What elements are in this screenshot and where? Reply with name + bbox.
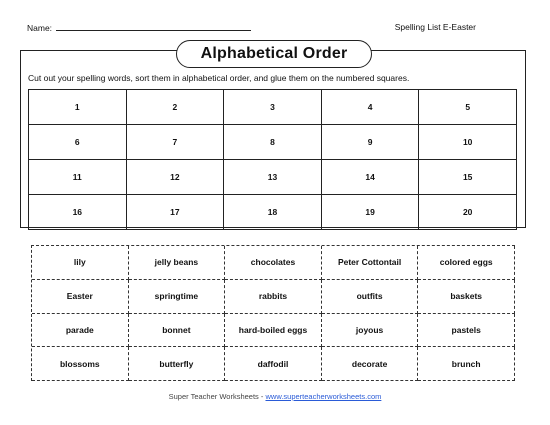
word-card[interactable]: bonnet xyxy=(129,314,226,348)
word-card[interactable]: brunch xyxy=(418,347,515,381)
word-card[interactable]: colored eggs xyxy=(418,246,515,280)
numbered-square[interactable]: 8 xyxy=(224,125,322,160)
name-label: Name: xyxy=(27,23,53,33)
word-card[interactable]: chocolates xyxy=(225,246,322,280)
numbered-squares-grid xyxy=(28,89,517,230)
numbered-square[interactable]: 5 xyxy=(419,90,517,125)
numbered-square[interactable]: 17 xyxy=(127,195,225,230)
footer xyxy=(0,392,550,401)
footer-text: Super Teacher Worksheets - xyxy=(168,392,266,401)
numbered-square[interactable]: 13 xyxy=(224,160,322,195)
numbered-square[interactable]: 19 xyxy=(322,195,420,230)
word-card[interactable]: jelly beans xyxy=(129,246,226,280)
numbered-square[interactable]: 6 xyxy=(29,125,127,160)
numbered-square[interactable]: 2 xyxy=(127,90,225,125)
numbered-square[interactable]: 16 xyxy=(29,195,127,230)
word-card[interactable]: outfits xyxy=(322,280,419,314)
word-card[interactable]: decorate xyxy=(322,347,419,381)
word-card[interactable]: pastels xyxy=(418,314,515,348)
instructions: Cut out your spelling words, sort them in alphabetical order, and glue them on the numbered squares. xyxy=(28,73,410,83)
numbered-square[interactable]: 10 xyxy=(419,125,517,160)
page-title: Alphabetical Order xyxy=(176,40,372,68)
name-field[interactable] xyxy=(27,22,251,33)
word-card[interactable]: butterfly xyxy=(129,347,226,381)
numbered-square[interactable]: 1 xyxy=(29,90,127,125)
numbered-square[interactable]: 20 xyxy=(419,195,517,230)
word-card[interactable]: lily xyxy=(32,246,129,280)
word-card[interactable]: hard-boiled eggs xyxy=(225,314,322,348)
numbered-square[interactable]: 4 xyxy=(322,90,420,125)
word-card[interactable]: parade xyxy=(32,314,129,348)
footer-link[interactable]: www.superteacherworksheets.com xyxy=(265,392,382,401)
word-card[interactable]: joyous xyxy=(322,314,419,348)
word-cards-grid xyxy=(31,245,515,381)
numbered-square[interactable]: 18 xyxy=(224,195,322,230)
numbered-square[interactable]: 11 xyxy=(29,160,127,195)
numbered-square[interactable]: 9 xyxy=(322,125,420,160)
spelling-list-label: Spelling List E-Easter xyxy=(394,22,476,32)
word-card[interactable]: Peter Cottontail xyxy=(322,246,419,280)
word-card[interactable]: rabbits xyxy=(225,280,322,314)
numbered-square[interactable]: 12 xyxy=(127,160,225,195)
word-card[interactable]: Easter xyxy=(32,280,129,314)
word-card[interactable]: blossoms xyxy=(32,347,129,381)
word-card[interactable]: springtime xyxy=(129,280,226,314)
word-card[interactable]: baskets xyxy=(418,280,515,314)
numbered-square[interactable]: 14 xyxy=(322,160,420,195)
name-line[interactable] xyxy=(56,22,251,31)
numbered-square[interactable]: 15 xyxy=(419,160,517,195)
numbered-square[interactable]: 3 xyxy=(224,90,322,125)
word-card[interactable]: daffodil xyxy=(225,347,322,381)
numbered-square[interactable]: 7 xyxy=(127,125,225,160)
